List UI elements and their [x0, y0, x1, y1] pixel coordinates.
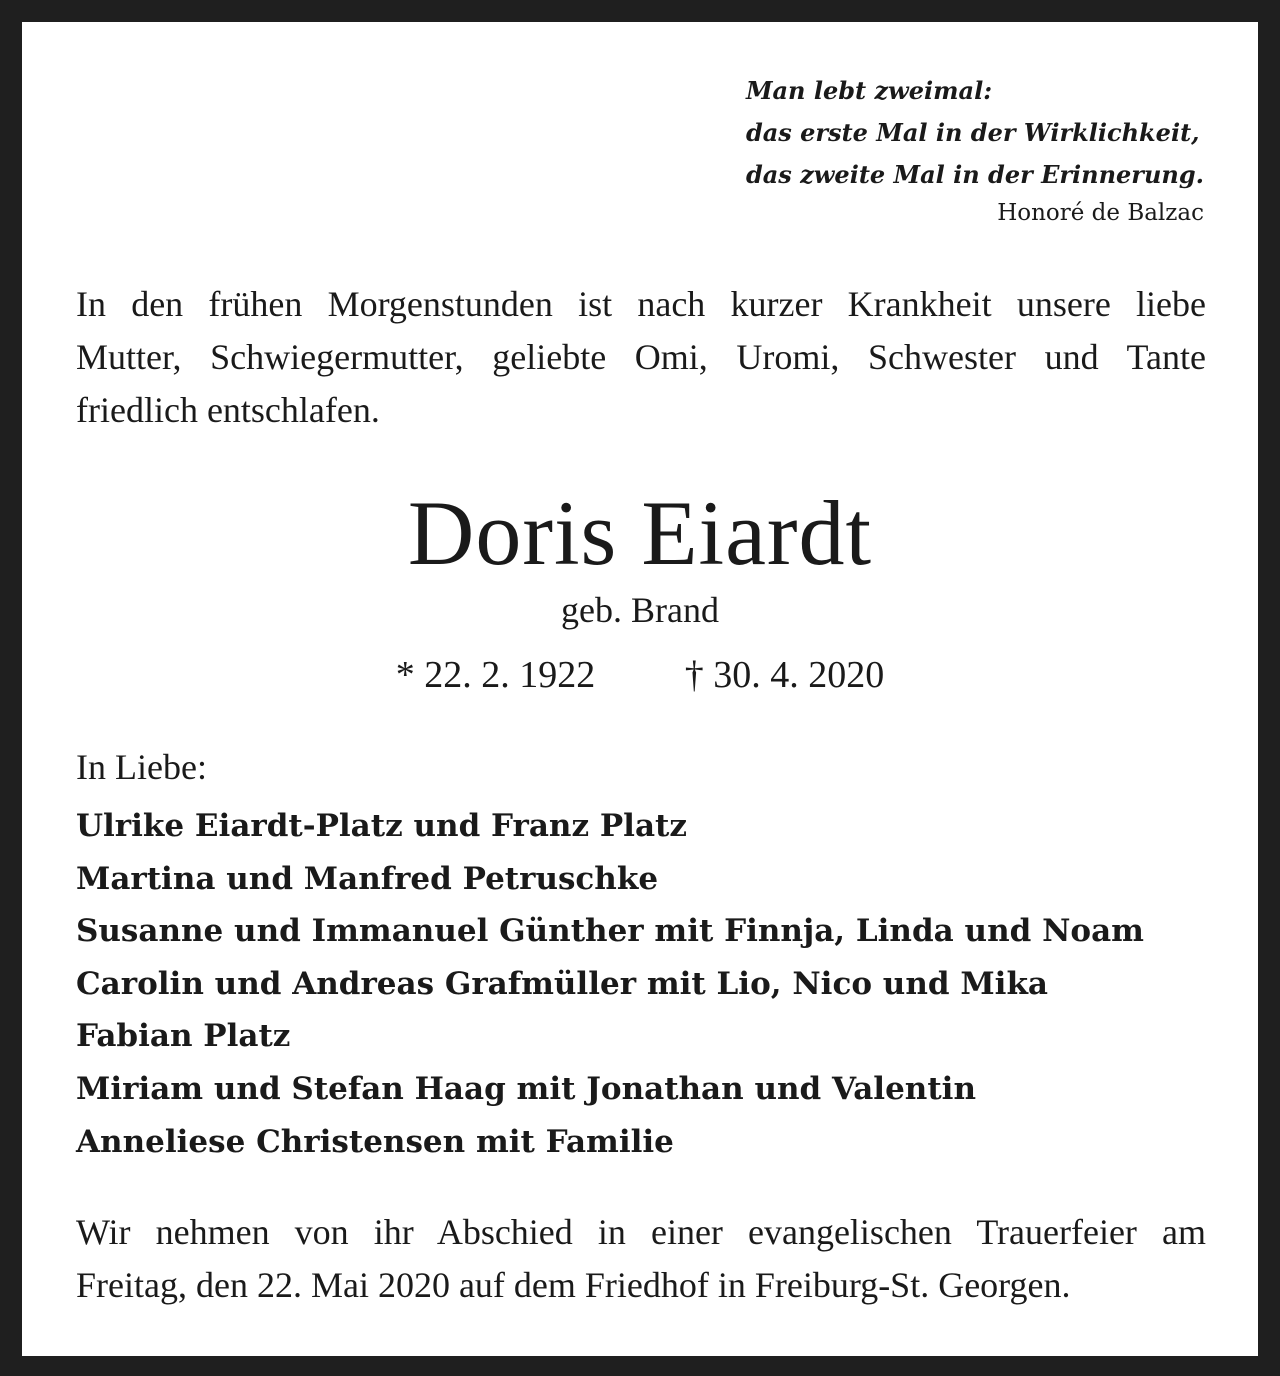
funeral-info-line: Wir nehmen von ihr Abschied in einer evangelischen Trauerfeier am [76, 1212, 1206, 1252]
mourner-entry: Carolin und Andreas Grafmüller mit Lio, Nico und Mika [76, 965, 1049, 1002]
mourners-list [76, 800, 1144, 1168]
quote-author: Honoré de Balzac [997, 200, 1204, 226]
mourners-heading: In Liebe: [76, 747, 207, 787]
quote-line: das erste Mal in der Wirklichkeit, [745, 118, 1200, 147]
obituary-notice [22, 22, 1258, 1356]
funeral-info-line: Freitag, den 22. Mai 2020 auf dem Friedhof in Freiburg-St. Georgen. [76, 1265, 1071, 1305]
intro-line: friedlich entschlafen. [76, 390, 380, 430]
intro-paragraph [76, 278, 1206, 437]
intro-line: Mutter, Schwiegermutter, geliebte Omi, Uromi, Schwester und Tante [76, 337, 1206, 377]
mourner-entry: Miriam und Stefan Haag mit Jonathan und Valentin [76, 1070, 976, 1107]
maiden-name: geb. Brand [561, 590, 719, 630]
mourner-entry: Ulrike Eiardt-Platz und Franz Platz [76, 808, 687, 844]
life-dates [22, 652, 1258, 698]
quote-line: Man lebt zweimal: [745, 76, 993, 105]
mourner-entry: Susanne und Immanuel Günther mit Finnja, Linda und Noam [76, 913, 1144, 950]
mourner-entry: Anneliese Christensen mit Familie [76, 1123, 674, 1160]
quote-line: das zweite Mal in der Erinnerung. [745, 160, 1204, 189]
birth-date: * 22. 2. 1922 [395, 654, 596, 696]
mourner-entry: Fabian Platz [76, 1018, 291, 1055]
intro-line: In den frühen Morgenstunden ist nach kurzer Krankheit unsere liebe [76, 284, 1206, 324]
epigraph-quote [746, 70, 1204, 196]
funeral-info [76, 1206, 1206, 1312]
mourner-entry: Martina und Manfred Petruschke [76, 860, 659, 897]
deceased-name: Doris Eiardt [407, 482, 873, 584]
death-date: † 30. 4. 2020 [684, 654, 885, 696]
